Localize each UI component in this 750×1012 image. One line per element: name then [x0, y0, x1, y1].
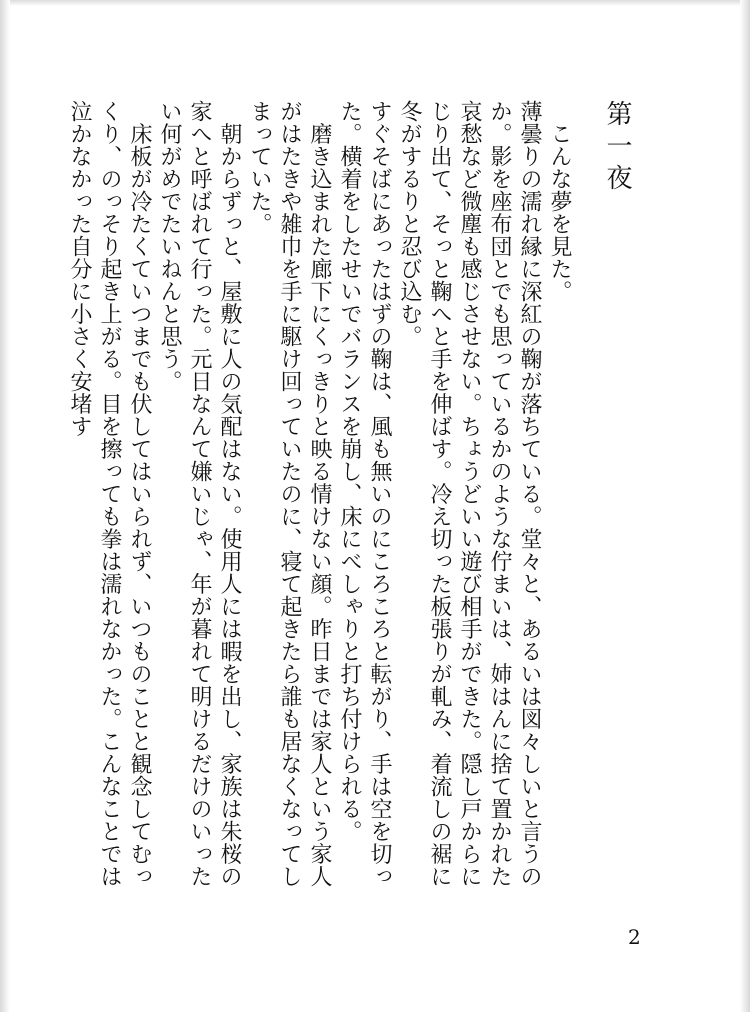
page-edge-left [0, 0, 10, 1012]
page-number: 2 [628, 925, 641, 949]
paragraph: こんな夢を見た。 [547, 100, 572, 303]
page-edge-top [0, 0, 750, 6]
paragraph: 磨き込まれた廊下にくっきりと映る情けない顔。昨日までは家人という家人がはたきや雑巾を手に駆け回っていたのに、寝て起きたら誰も居なくなってしまっていた。 [247, 100, 332, 888]
chapter-title: 第一夜 [602, 100, 632, 196]
vertical-text-block [64, 100, 632, 900]
paragraph: 床板が冷たくていつまでも伏してはいられず、いつものことと観念してむっくり、のっそり起き上がる。目を擦っても拳は濡れなかった。こんなことでは泣かなかった自分に小さく安堵す [67, 100, 152, 888]
page-edge-right [740, 0, 750, 1012]
paragraph: 薄曇りの濡れ縁に深紅の鞠が落ちている。堂々と、あるいは図々しいと言うのか。影を座布団とでも思っているかのような佇まいは、姉はんに捨て置かれた哀愁など微塵も感じさせない。ちょうどいい遊び相手ができた。隠し戸からにじり出て、そっと鞠へと手を伸ばす。冷え切った板張りが軋み、着流しの裾に冬がするりと忍び込む。 [397, 100, 542, 888]
paragraph: 朝からずっと、屋敷に人の気配はない。使用人には暇を出し、家族は朱桜の家へと呼ばれて行った。元日なんて嫌いじゃ、年が暮れて明けるだけのいったい何がめでたいねんと思う。 [157, 100, 242, 888]
paragraph: すぐそばにあったはずの鞠は、風も無いのにころころと転がり、手は空を切った。横着をしたせいでバランスを崩し、床にべしゃりと打ち付けられる。 [337, 100, 392, 888]
